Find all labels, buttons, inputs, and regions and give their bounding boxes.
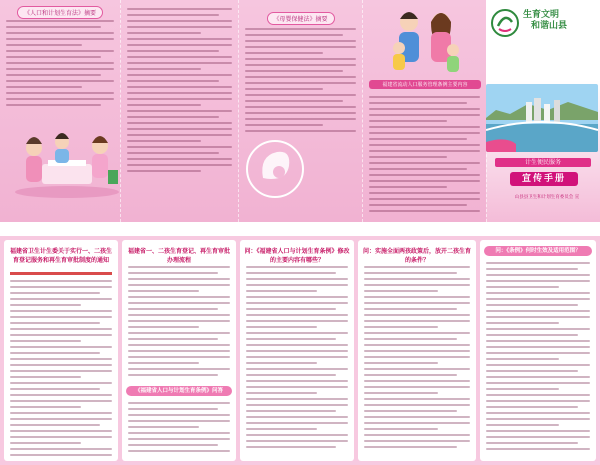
panel-4-text: [369, 96, 480, 216]
panel-3-text: [245, 28, 356, 136]
cover-organization: 山县县卫生和计划生育委员会 宣: [514, 195, 580, 200]
inner-panel-1: [4, 240, 118, 461]
family-planning-meeting-illustration: [12, 118, 120, 198]
inner-panel-2-header: 福建省一、二孩生育登记、再生育审批办理流程: [127, 248, 230, 264]
happy-family-illustration: [385, 6, 465, 76]
inner-panel-4-text: [364, 266, 470, 452]
brochure-outer-sheet: [0, 0, 600, 222]
cover-title: 宣传手册: [510, 172, 578, 186]
slogan-line-2: 和谐山县: [531, 21, 568, 31]
inner-panel-2-text-b: [128, 402, 230, 456]
panel-2-text: [127, 8, 232, 176]
inner-panel-3-text: [246, 266, 348, 452]
inner-panel-1-text: [10, 280, 112, 460]
inner-panel-3-header: 问：《福建省人口与计划生育条例》修改的主要内容有哪些？: [244, 248, 350, 264]
outer-panel-2: [120, 0, 238, 222]
panel-4-caption: 福建省流动人口服务管理条例主要内容: [369, 80, 481, 89]
inner-panel-5: [480, 240, 596, 461]
slogan-line-1: 生育文明: [523, 10, 560, 20]
brochure-inner-sheet: [0, 236, 600, 465]
inner-panel-1-header: 福建省卫生计生委关于实行一、二孩生育登记服务和再生育审批制度的通知: [9, 248, 112, 264]
mother-baby-illustration: [245, 138, 305, 200]
city-river-photo: [486, 84, 598, 152]
outer-panel-3: [238, 0, 362, 222]
inner-panel-4: [358, 240, 476, 461]
inner-panel-5-text: [486, 262, 590, 454]
inner-panel-2-text-a: [128, 266, 230, 380]
inner-panel-5-header: 问：《条例》何时生效及适用范围？: [484, 246, 592, 256]
outer-panel-4: [362, 0, 486, 222]
cover-slogan: [523, 10, 567, 32]
family-planning-logo-icon: [490, 8, 520, 38]
inner-panel-4-header: 问：实施全面两孩政策后，放开二孩生育的条件？: [362, 248, 471, 264]
panel-3-title: 《母婴保健法》摘要: [266, 12, 334, 25]
inner-panel-3: [240, 240, 354, 461]
outer-panel-1: [0, 0, 120, 222]
cover-service-label: 计生便民服务: [495, 158, 591, 167]
panel-1-text: [6, 20, 114, 110]
inner-panel-2: [122, 240, 236, 461]
red-divider: [10, 272, 112, 275]
panel-1-title: 《人口和计划生育法》摘要: [17, 6, 103, 19]
inner-panel-2-bar: 《福建省人口与计划生育条例》问答: [126, 386, 232, 396]
